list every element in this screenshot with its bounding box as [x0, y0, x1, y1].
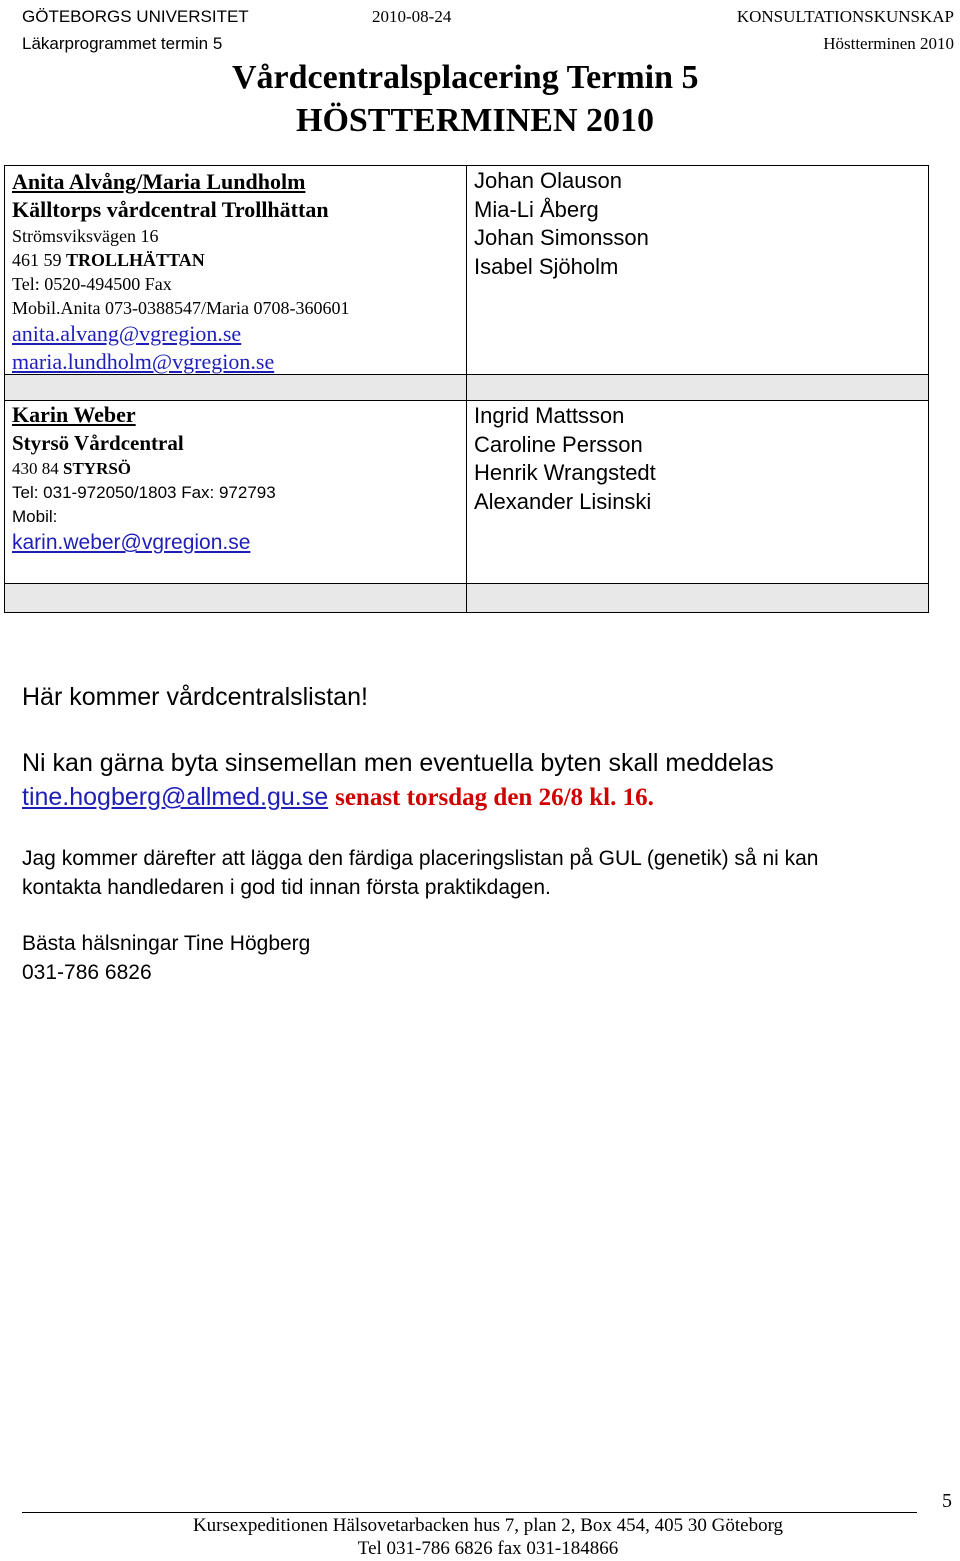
phone-fax: Tel: 031-972050/1803 Fax: 972793	[12, 483, 276, 502]
student-name: Ingrid Mattsson	[474, 403, 625, 428]
student-name: Mia-Li Åberg	[474, 196, 599, 222]
placement-table	[4, 165, 929, 613]
header-date: 2010-08-24	[372, 7, 452, 26]
health-center-name: Styrsö Vårdcentral	[12, 431, 184, 455]
student-name: Alexander Lisinski	[474, 488, 652, 514]
postal-address: 461 59 TROLLHÄTTAN	[12, 250, 205, 270]
student-name: Johan Simonsson	[474, 225, 649, 250]
email-link[interactable]: maria.lundholm@vgregion.se	[12, 349, 275, 374]
email-link[interactable]: karin.weber@vgregion.se	[12, 531, 251, 554]
info-line-2: kontakta handledaren i god tid innan första praktikdagen.	[22, 876, 551, 899]
footer-rule	[22, 1512, 917, 1513]
placement-cell-center-1	[4, 165, 467, 375]
page-subtitle: HÖSTTERMINEN 2010	[296, 102, 654, 139]
footer-address: Kursexpeditionen Hälsovetarbacken hus 7, plan 2, Box 454, 405 30 Göteborg	[192, 1515, 784, 1536]
spacer-cell	[466, 374, 929, 401]
supervisor-name: Karin Weber	[12, 402, 136, 427]
deadline-text: senast torsdag den 26/8 kl. 16.	[335, 784, 654, 811]
greeting: Bästa hälsningar Tine Högberg	[22, 932, 311, 955]
spacer-cell	[466, 583, 929, 613]
student-name: Johan Olauson	[474, 168, 622, 193]
email-link[interactable]: anita.alvang@vgregion.se	[12, 321, 242, 346]
mobile-numbers: Mobil.Anita 073-0388547/Maria 0708-360601	[12, 298, 350, 318]
student-name: Isabel Sjöholm	[474, 253, 619, 279]
mobile-numbers: Mobil:	[12, 507, 58, 526]
page-number: 5	[942, 1490, 952, 1512]
health-center-name: Källtorps vårdcentral Trollhättan	[12, 197, 329, 222]
page-title: Vårdcentralsplacering Termin 5	[232, 59, 699, 96]
header-program: Läkarprogrammet termin 5	[22, 34, 223, 53]
spacer-cell	[4, 583, 467, 613]
announcement-text: Här kommer vårdcentralslistan!	[22, 683, 368, 711]
placement-cell-students-2	[466, 400, 929, 584]
street-address: Strömsviksvägen 16	[12, 226, 159, 246]
swap-contact-line	[22, 781, 654, 814]
spacer-cell	[4, 374, 467, 401]
footer-phones: Tel 031-786 6826 fax 031-184866	[357, 1538, 619, 1559]
header-semester: Höstterminen 2010	[823, 34, 954, 53]
contact-phone: 031-786 6826	[22, 961, 152, 984]
swap-instructions: Ni kan gärna byta sinsemellan men eventuella byten skall meddelas	[22, 749, 774, 777]
supervisor-name: Anita Alvång/Maria Lundholm	[12, 169, 306, 194]
student-name: Caroline Persson	[474, 431, 643, 457]
phone-fax: Tel: 0520-494500 Fax	[12, 274, 172, 294]
header-university: GÖTEBORGS UNIVERSITET	[22, 7, 249, 26]
contact-email-link[interactable]: tine.hogberg@allmed.gu.se	[22, 783, 329, 811]
student-name: Henrik Wrangstedt	[474, 460, 656, 485]
postal-address: 430 84 STYRSÖ	[12, 459, 132, 478]
header-course: KONSULTATIONSKUNSKAP	[736, 7, 954, 26]
placement-cell-center-2	[4, 400, 467, 584]
placement-cell-students-1	[466, 165, 929, 375]
info-line-1: Jag kommer därefter att lägga den färdiga placeringslistan på GUL (genetik) så ni kan	[22, 847, 819, 870]
